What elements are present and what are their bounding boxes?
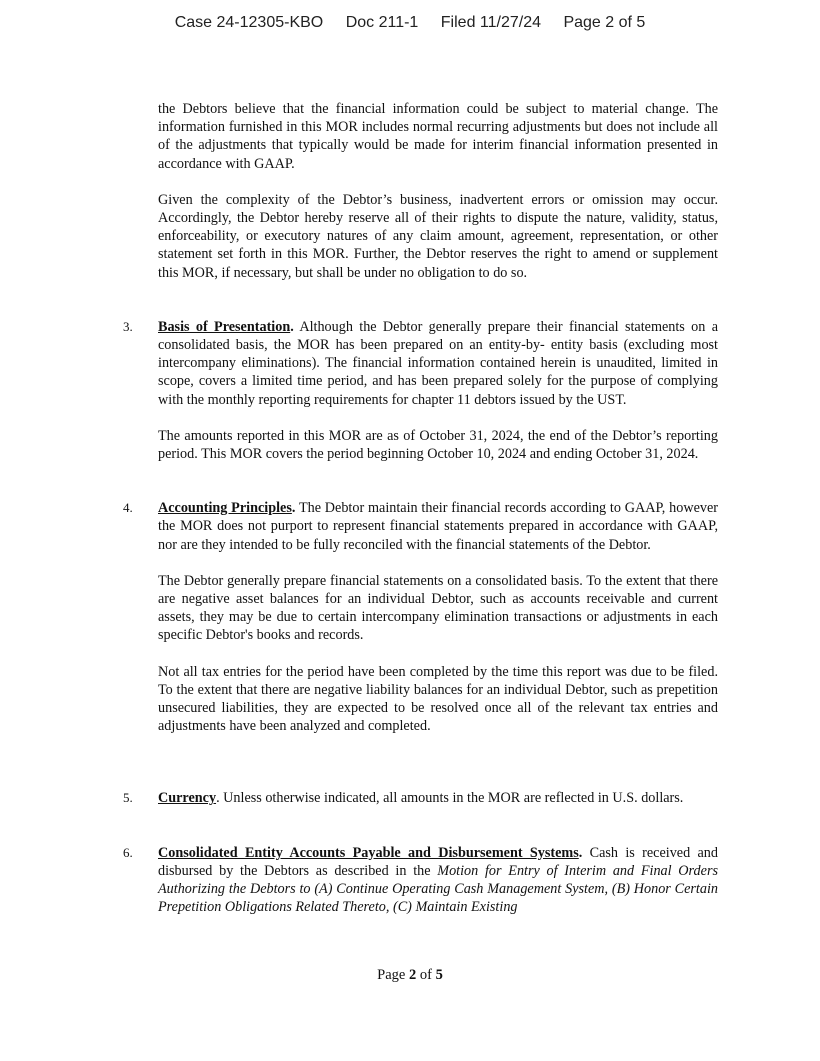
footer-of-label: of [419,967,432,983]
section-number: 3. [123,318,133,334]
document-number: Doc 211-1 [345,14,419,31]
paragraph: Not all tax entries for the period have been completed by the time this report was due to be filed. To the extent that there are negative liability balances for an individual Debtor, such as prepetition unsecured liabilities, they are expected to be resolved once all of the relevant tax entries and adjustments have been analyzed and completed. [158,663,718,735]
filed-date: Filed 11/27/24 [440,14,541,31]
section-heading: Accounting Principles [158,500,292,517]
section-text: Unless otherwise indicated, all amounts in the MOR are reflected in U.S. dollars. [219,790,684,807]
footer-page-label: Page [377,967,406,983]
document-body [123,100,718,917]
paragraph: the Debtors believe that the financial information could be subject to material change. The information furnished in this MOR includes normal recurring adjustments but does not include all of the adjustments that typically would be made for interim financial information presented in accordance with GAAP. [158,101,718,172]
section-4 [123,499,718,735]
section-text: Cash is received and disbursed by the Debtors as described in the [158,844,718,879]
section-5 [123,789,718,807]
paragraph: The Debtor generally prepare financial statements on a consolidated basis. To the extent that there are negative asset balances for an individual Debtor, such as accounts receivable and current assets, they may be due to certain intercompany elimination transactions or adjustments in each specific Debtor's books and records. [158,572,718,644]
section-paragraph: Consolidated Entity Accounts Payable and Disbursement Systems. Cash is received and disbursed by the Debtors as described in the Motion for Entry of Interim and Final Orders Authorizing the Debtors to (A) Continue Operating Cash Management System, (B) Honor Certain Prepetition Obligations Related Thereto, (C) Maintain Existing [158,844,718,916]
paragraph: The amounts reported in this MOR are as of October 31, 2024, the end of the Debtor’s reporting period. This MOR covers the period beginning October 10, 2024 and ending October 31, 2024. [158,427,718,463]
paragraph: Given the complexity of the Debtor’s business, inadvertent errors or omission may occur. Accordingly, the Debtor hereby reserve all of their rights to dispute the nature, validity, status, enforceability, or executory natures of any claim amount, agreement, representation, or other statement set forth in this MOR. Further, the Debtor reserves the right to amend or supplement this MOR, if necessary, but shall be under no obligation to do so. [158,191,718,281]
footer-total-pages: 5 [435,967,443,983]
page-footer [0,967,820,984]
section-paragraph: Accounting Principles. The Debtor maintain their financial records according to GAAP, however the MOR does not purport to represent financial statements prepared in accordance with GAAP, nor are they intended to be fully reconciled with the financial statements of the Debtor. [158,500,718,553]
page-header [0,14,820,32]
case-number: Case 24-12305-KBO [174,14,324,31]
footer-current-page: 2 [408,967,417,983]
section-number: 6. [123,844,133,860]
section-paragraph: Basis of Presentation. Although the Debtor generally prepare their financial statements on a consolidated basis, the MOR has been prepared on an entity-by- entity basis (excluding most intercompany eliminations). The financial information contained herein is unaudited, limited in scope, covers a limited time period, and has been prepared solely for the purpose of complying with the monthly reporting requirements for chapter 11 debtors issued by the UST. [158,318,718,408]
section-6 [123,844,718,917]
section-heading: Consolidated Entity Accounts Payable and Disbursement Systems [158,844,579,861]
header-page-number: Page 2 of 5 [563,14,646,31]
section-text: The Debtor maintain their financial records according to GAAP, however the MOR does not purport to represent financial statements prepared in accordance with GAAP, nor are they intended to be fully reconciled with the financial statements of the Debtor. [158,500,718,553]
section-number: 5. [123,790,133,806]
section-text: Although the Debtor generally prepare their financial statements on a consolidated basis, the MOR has been prepared on an entity-by- entity basis (excluding most intercompany eliminations). The financial information contained herein is unaudited, limited in scope, covers a limited time period, and has been prepared solely for the purpose of complying with the monthly reporting requirements for chapter 11 debtors issued by the UST. [158,318,718,408]
section-heading: Basis of Presentation [158,318,291,335]
section-3 [123,318,718,463]
section-paragraph: Currency. Unless otherwise indicated, all amounts in the MOR are reflected in U.S. dollars. [158,790,684,807]
motion-title: Motion for Entry of Interim and Final Orders Authorizing the Debtors to (A) Continue Operating Cash Management System, (B) Honor Certain Prepetition Obligations Related Thereto, (C) Maintain Existing [158,862,718,916]
section-number: 4. [123,500,133,516]
section-heading: Currency [158,790,217,807]
